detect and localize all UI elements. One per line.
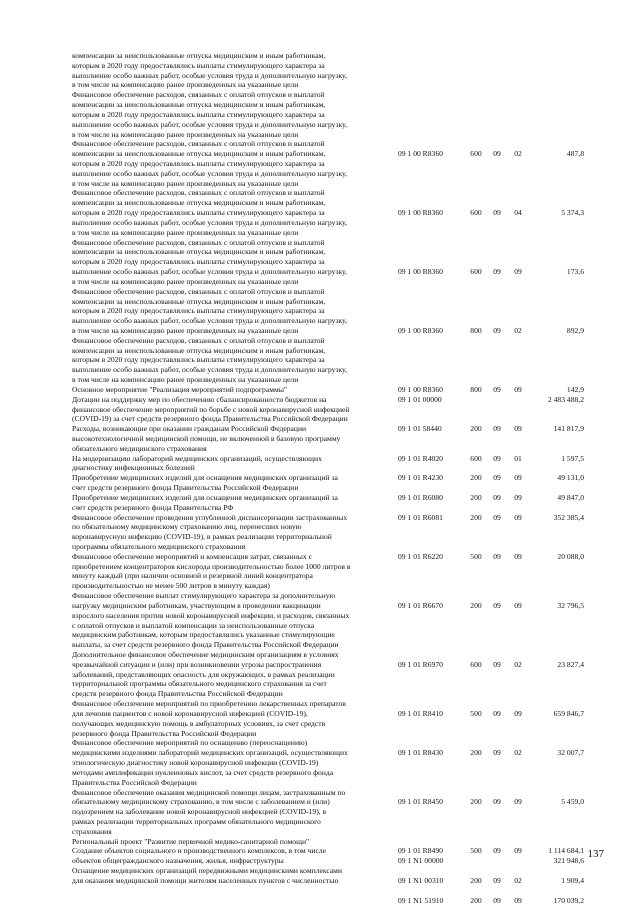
description-line: Финансовое обеспечение расходов, связанных с оплатой отпусков и выплатой — [72, 238, 325, 247]
description-line: Приобретение медицинских изделий для оснащения медицинских организаций за — [72, 493, 338, 502]
description-line: Финансовое обеспечение мероприятий по приобретению лекарственных препаратов — [72, 700, 346, 709]
budget-code-cell: 09 1 00 R8360 — [398, 267, 443, 277]
description-line: выплаты, за счет средств резервного фонда Правительства Российской Федерации — [72, 641, 339, 650]
description-line: минуту каждый (при наличии основной и резервной линий концентратора — [72, 572, 313, 581]
description-line: компенсации за неиспользованные отпуска медицинским и иным работникам, — [72, 150, 326, 159]
description-line: Оснащение медицинских организаций передвижными медицинскими комплексами — [72, 867, 343, 876]
description-line: Финансовое обеспечение выплат стимулирующего характера за дополнительную — [72, 592, 336, 601]
description-line: обязательного медицинского страхования — [72, 444, 207, 453]
expense-type-cell: 200 — [470, 512, 482, 522]
description-line: получающих медицинскую помощь в амбулаторных условиях, за счет средств — [72, 719, 326, 728]
description-line: выполнение особо важных работ, особые условия труда и дополнительную нагрузку, — [72, 268, 347, 277]
budget-code-cell: 09 1 01 R6220 — [398, 551, 443, 561]
description-line: рамках реализации территориальных программ обязательного медицинского — [72, 817, 321, 826]
description-line: которым в 2020 году предоставлялись выплаты стимулирующего характера за — [72, 160, 325, 169]
expense-type-cell: 800 — [470, 384, 482, 394]
description-line: заболеваний, представляющих опасность для окружающих, в рамках реализации — [72, 670, 335, 679]
description-line: которым в 2020 году предоставлялись выплаты стимулирующего характера за — [72, 307, 325, 316]
description-line: финансовое обеспечение мероприятий по борьбе с новой коронавирусной инфекцией — [72, 405, 350, 414]
description-line: медицинским работникам, которым предоставлялись указанные стимулирующие — [72, 631, 335, 640]
subsection-cell: 02 — [514, 149, 522, 159]
section-cell: 09 — [493, 473, 501, 483]
amount-cell: 5 459,0 — [561, 797, 584, 807]
description-line: выполнение особо важных работ, особые условия труда и дополнительную нагрузку, — [72, 71, 347, 80]
description-line: Финансовое обеспечение проведения углубленной диспансеризации застрахованных — [72, 513, 348, 522]
description-line: территориальной программы обязательного медицинского страхования за счет — [72, 680, 327, 689]
description-line: с оплатой отпусков и выплатой компенсации за неиспользованные отпуска — [72, 621, 315, 630]
description-line: Финансовое обеспечение расходов, связанных с оплатой отпусков и выплатой — [72, 91, 325, 100]
description-line: страхования — [72, 827, 112, 836]
budget-code-cell: 09 1 01 R6670 — [398, 600, 443, 610]
description-line: в том числе на компенсацию ранее произведенных на указанные цели — [72, 376, 299, 385]
description-line: Дополнительное финансовое обеспечение медицинским организациям в условиях — [72, 651, 339, 660]
subsection-cell: 02 — [514, 659, 522, 669]
amount-cell: 49 847,0 — [557, 492, 584, 502]
description-line: которым в 2020 году предоставлялись выплаты стимулирующего характера за — [72, 61, 325, 70]
budget-code-cell: 09 1 N1 00310 — [398, 875, 444, 885]
description-line: подозрением на заболевание новой коронавирусной инфекцией (COVID-19), в — [72, 808, 327, 817]
description-line: программы обязательного медицинского страхования — [72, 543, 246, 551]
description-line: которым в 2020 году предоставлялись выплаты стимулирующего характера за — [72, 258, 325, 267]
expense-type-cell: 500 — [470, 846, 482, 856]
subsection-cell: 02 — [514, 325, 522, 335]
amount-cell: 1 597,5 — [561, 453, 584, 463]
description-line: этиологическую диагностику новой коронавирусной инфекции (COVID-19) — [72, 759, 319, 768]
budget-code-cell: 09 1 N1 00000 — [398, 856, 444, 866]
description-line: Региональный проект "Развитие первичной медико-санитарной помощи" — [72, 837, 310, 846]
description-line: Дотации на поддержку мер по обеспечению сбалансированности бюджетов на — [72, 395, 327, 404]
expense-type-cell: 600 — [470, 208, 482, 218]
amount-cell: 1 909,4 — [561, 875, 584, 885]
description-line: На модернизацию лабораторий медицинских организаций, осуществляющих — [72, 454, 322, 463]
amount-cell: 487,8 — [566, 149, 584, 159]
section-cell: 09 — [493, 325, 501, 335]
section-cell: 09 — [493, 875, 501, 885]
section-cell: 09 — [493, 846, 501, 856]
description-line: выполнение особо важных работ, особые условия труда и дополнительную нагрузку, — [72, 120, 347, 129]
description-line: в том числе на компенсацию ранее произведенных на указанные цели — [72, 81, 299, 90]
budget-code-cell: 09 1 00 R8360 — [398, 208, 443, 218]
budget-code-cell: 09 1 01 58440 — [398, 424, 442, 434]
description-line: Финансовое обеспечение расходов, связанных с оплатой отпусков и выплатой — [72, 189, 325, 198]
expense-type-cell: 600 — [470, 453, 482, 463]
description-line: компенсации за неиспользованные отпуска медицинским и иным работникам, — [72, 248, 326, 257]
expense-type-cell: 200 — [470, 748, 482, 758]
amount-cell: 142,9 — [566, 384, 584, 394]
section-cell: 09 — [493, 708, 501, 718]
section-cell: 09 — [493, 797, 501, 807]
section-cell: 09 — [493, 384, 501, 394]
expense-type-cell: 200 — [470, 600, 482, 610]
section-cell: 09 — [493, 208, 501, 218]
subsection-cell: 02 — [514, 748, 522, 758]
subsection-cell: 09 — [514, 384, 522, 394]
description-line: чрезвычайной ситуации и (или) при возникновении угрозы распространения — [72, 660, 322, 669]
description-line: Расходы, возникающие при оказании гражданам Российской Федерации — [72, 425, 307, 434]
description-line: Финансовое обеспечение мероприятий и компенсация затрат, связанных с — [72, 552, 312, 561]
budget-code-cell: 09 1 01 R4020 — [398, 453, 443, 463]
section-cell: 09 — [493, 512, 501, 522]
subsection-cell: 09 — [514, 424, 522, 434]
amount-cell: 1 114 684,1 — [548, 846, 584, 856]
description-line: компенсации за неиспользованные отпуска медицинским и иным работникам, — [72, 101, 326, 110]
description-line: для лечения пациентов с новой коронавирусной инфекцией (COVID-19), — [72, 709, 308, 718]
subsection-cell: 09 — [514, 551, 522, 561]
subsection-cell: 09 — [514, 846, 522, 856]
amount-cell: 32 796,5 — [557, 600, 584, 610]
description-line: Правительства Российской Федерации — [72, 778, 197, 787]
budget-code-cell: 09 1 01 R6081 — [398, 512, 443, 522]
description-line: в том числе на компенсацию ранее произведенных на указанные цели — [72, 277, 299, 286]
description-line: выполнение особо важных работ, особые условия труда и дополнительную нагрузку, — [72, 169, 347, 178]
description-line: Создание объектов социального и производственного комплексов, в том числе — [72, 847, 326, 856]
budget-code-cell: 09 1 01 R8490 — [398, 846, 443, 856]
budget-code-cell: 09 1 01 R8410 — [398, 708, 443, 718]
subsection-cell: 09 — [514, 267, 522, 277]
amount-cell: 2 483 488,2 — [547, 394, 584, 404]
description-line: в том числе на компенсацию ранее произведенных на указанные цели — [72, 326, 299, 335]
subsection-cell: 04 — [514, 208, 522, 218]
amount-cell: 20 088,0 — [557, 551, 584, 561]
expense-type-cell: 600 — [470, 659, 482, 669]
budget-code-cell: 09 1 01 R6080 — [398, 492, 443, 502]
expense-type-cell: 800 — [470, 325, 482, 335]
description-line: диагностику инфекционных болезней — [72, 464, 195, 473]
expense-type-cell: 600 — [470, 267, 482, 277]
section-cell: 09 — [493, 492, 501, 502]
section-cell: 09 — [493, 149, 501, 159]
expense-type-cell: 500 — [470, 551, 482, 561]
section-cell: 09 — [493, 424, 501, 434]
section-cell: 09 — [493, 748, 501, 758]
budget-code-cell: 09 1 00 R8360 — [398, 384, 443, 394]
page-number: 137 — [587, 848, 604, 860]
section-cell: 09 — [493, 267, 501, 277]
description-line: в том числе на компенсацию ранее произведенных на указанные цели — [72, 179, 299, 188]
budget-code-cell: 09 1 00 R8360 — [398, 149, 443, 159]
section-cell: 09 — [493, 659, 501, 669]
section-cell: 09 — [493, 551, 501, 561]
description-line: в том числе на компенсацию ранее произведенных на указанные цели — [72, 130, 299, 139]
description-line: счет средств резервного фонда Правительства Российской Федерации — [72, 484, 299, 493]
description-line: средств резервного фонда Правительства Российской Федерации — [72, 690, 283, 699]
description-line: Финансовое обеспечение мероприятий по оснащению (переоснащению) — [72, 739, 308, 748]
subsection-cell: 09 — [514, 895, 522, 905]
description-line: которым в 2020 году предоставлялись выплаты стимулирующего характера за — [72, 209, 325, 218]
expense-type-cell: 500 — [470, 708, 482, 718]
amount-cell: 141 817,9 — [553, 424, 584, 434]
amount-cell: 170 039,2 — [553, 895, 584, 905]
expense-type-cell: 600 — [470, 149, 482, 159]
amount-cell: 23 827,4 — [557, 659, 584, 669]
subsection-cell: 09 — [514, 473, 522, 483]
expense-type-cell: 200 — [470, 895, 482, 905]
budget-code-cell: 09 1 00 R8360 — [398, 325, 443, 335]
subsection-cell: 09 — [514, 708, 522, 718]
description-line: (COVID-19) за счет средств резервного фонда Правительства Российской Федерации — [72, 415, 348, 424]
description-line: коронавирусную инфекцию (COVID-19), в рамках реализации территориальной — [72, 533, 332, 542]
amount-cell: 5 374,3 — [561, 208, 584, 218]
amount-cell: 49 131,0 — [557, 473, 584, 483]
expense-type-cell: 200 — [470, 875, 482, 885]
amount-cell: 32 007,7 — [557, 748, 584, 758]
budget-code-cell: 09 1 01 R4230 — [398, 473, 443, 483]
description-line: нагрузку медицинским работникам, участвующим в проведении вакцинации — [72, 601, 321, 610]
description-line: которым в 2020 году предоставлялись выплаты стимулирующего характера за — [72, 356, 325, 365]
subsection-cell: 09 — [514, 512, 522, 522]
expense-type-cell: 200 — [470, 492, 482, 502]
description-line: компенсации за неиспользованные отпуска медицинским и иным работникам, — [72, 346, 326, 355]
description-line: выполнение особо важных работ, особые условия труда и дополнительную нагрузку, — [72, 317, 347, 326]
description-line: обязательному медицинскому страхованию, в том числе с заболеванием и (или) — [72, 798, 330, 807]
amount-cell: 892,9 — [566, 325, 584, 335]
amount-cell: 659 846,7 — [553, 708, 584, 718]
description-line: Приобретение медицинских изделий для оснащения медицинских организаций за — [72, 474, 338, 483]
budget-code-cell: 09 1 01 00000 — [398, 394, 442, 404]
description-line: объектов общегражданского назначения, жилья, инфраструктуры — [72, 857, 284, 866]
description-line: счет средств резервного фонда Правительства РФ — [72, 503, 234, 512]
description-line: которым в 2020 году предоставлялись выплаты стимулирующего характера за — [72, 110, 325, 119]
description-line: компенсации за неиспользованные отпуска медицинским и иным работникам, — [72, 199, 326, 208]
description-line: в том числе на компенсацию ранее произведенных на указанные цели — [72, 228, 299, 237]
subsection-cell: 02 — [514, 875, 522, 885]
description-line: компенсации за неиспользованные отпуска медицинским и иным работникам, — [72, 297, 326, 306]
description-line: высокотехнологичной медицинской помощи, не включенной в базовую программу — [72, 434, 341, 443]
description-line: Финансовое обеспечение расходов, связанных с оплатой отпусков и выплатой — [72, 287, 325, 296]
subsection-cell: 09 — [514, 600, 522, 610]
subsection-cell: 09 — [514, 797, 522, 807]
subsection-cell: 09 — [514, 492, 522, 502]
description-line: по обязательному медицинскому страхованию лиц, перенесших новую — [72, 523, 302, 532]
section-cell: 09 — [493, 895, 501, 905]
expense-type-cell: 200 — [470, 473, 482, 483]
section-cell: 09 — [493, 600, 501, 610]
amount-cell: 321 948,6 — [553, 856, 584, 866]
description-line: Финансовое обеспечение оказания медицинской помощи лицам, застрахованным по — [72, 788, 346, 797]
amount-cell: 352 385,4 — [553, 512, 584, 522]
budget-code-cell: 09 1 01 R8450 — [398, 797, 443, 807]
description-line: методами амплификации нуклеиновых кислот, за счет средств резервного фонда — [72, 768, 334, 777]
description-line: Основное мероприятие "Реализация мероприятий подпрограммы" — [72, 385, 288, 394]
expense-type-cell: 200 — [470, 797, 482, 807]
subsection-cell: 01 — [514, 453, 522, 463]
budget-code-cell: 09 1 01 R6970 — [398, 659, 443, 669]
amount-cell: 173,6 — [566, 267, 584, 277]
description-line: Финансовое обеспечение расходов, связанных с оплатой отпусков и выплатой — [72, 336, 325, 345]
description-line: выполнение особо важных работ, особые условия труда и дополнительную нагрузку, — [72, 366, 347, 375]
section-cell: 09 — [493, 453, 501, 463]
description-line: Финансовое обеспечение расходов, связанных с оплатой отпусков и выплатой — [72, 140, 325, 149]
budget-code-cell: 09 1 01 R8430 — [398, 748, 443, 758]
expense-type-cell: 200 — [470, 424, 482, 434]
description-line: для оказания медицинской помощи жителям населенных пунктов с численностью — [72, 876, 339, 885]
budget-code-cell: 09 1 N1 51910 — [398, 895, 444, 905]
description-line: выполнение особо важных работ, особые условия труда и дополнительную нагрузку, — [72, 218, 347, 227]
description-line: медицинскими изделиями лабораторий медицинских организаций, осуществляющих — [72, 749, 348, 758]
description-line: компенсации за неиспользованные отпуска медицинским и иным работникам, — [72, 52, 326, 60]
description-line: взрослого населения против новой коронавирусной инфекции, и расходов, связанных — [72, 611, 350, 620]
description-line: приобретением концентраторов кислорода производительностью более 1000 литров в — [72, 562, 351, 571]
description-line: резервного фонда Правительства Российской Федерации — [72, 729, 257, 738]
description-line: производительностью не менее 500 литров в минуту каждая) — [72, 582, 270, 591]
